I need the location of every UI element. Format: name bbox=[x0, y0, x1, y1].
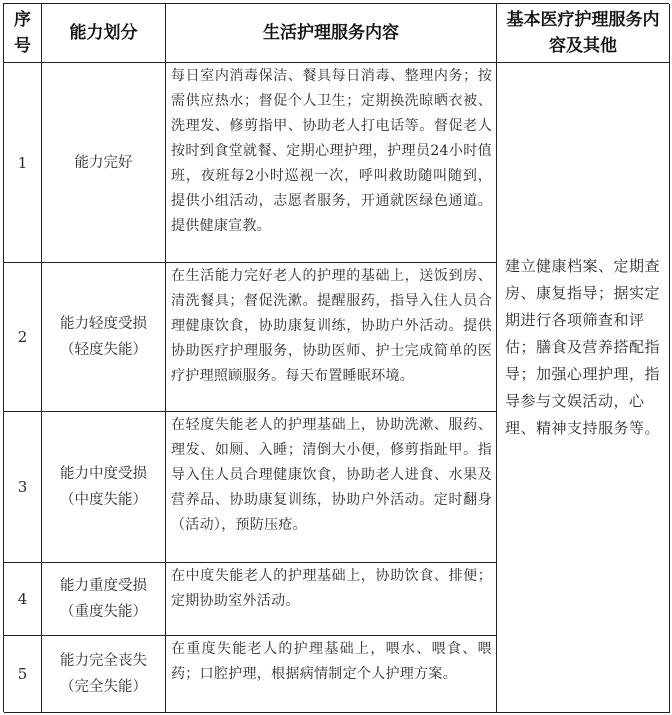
row-category: 能力重度受损 （重度失能） bbox=[42, 563, 166, 636]
row-services: 在中度失能老人的护理基础上，协助饮食、排便；定期协助室外活动。 bbox=[166, 563, 497, 636]
row-seq: 4 bbox=[4, 563, 42, 636]
medical-services-cell: 建立健康档案、定期查房、康复指导；据实定期进行各项筛查和评估；膳食及营养搭配指导；加强心理护理，指导参与文娱活动，心理、精神支持服务等。 bbox=[497, 63, 670, 713]
row-services: 在轻度失能老人的护理基础上，协助洗漱、服药、理发、如厕、入睡；清倒大小便，修剪指趾甲。指导入住人员合理健康饮食，协助老人进食、水果及营养品、协助康复训练，协助户外活动。定时翻身（活动），预防压疮。 bbox=[166, 412, 497, 563]
header-medical: 基本医疗护理服务内容及其他 bbox=[497, 4, 670, 63]
row-services: 在生活能力完好老人的护理的基础上，送饭到房、清洗餐具；督促洗漱。提醒服药，指导入住人员合理健康饮食，协助康复训练，协助户外活动。提供协助医疗护理服务，协助医师、护士完成简单的医疗护理照顾服务。每天布置睡眠环境。 bbox=[166, 263, 497, 412]
header-category: 能力划分 bbox=[42, 4, 166, 63]
row-category: 能力完全丧失 （完全失能） bbox=[42, 636, 166, 713]
row-seq: 2 bbox=[4, 263, 42, 412]
row-services: 在重度失能老人的护理基础上，喂水、喂食、喂药；口腔护理，根据病情制定个人护理方案。 bbox=[166, 636, 497, 713]
row-category: 能力轻度受损 （轻度失能） bbox=[42, 263, 166, 412]
row-seq: 3 bbox=[4, 412, 42, 563]
row-services: 每日室内消毒保洁、餐具每日消毒、整理内务；按需供应热水；督促个人卫生；定期换洗晾晒衣被、洗理发、修剪指甲、协助老人打电话等。督促老人按时到食堂就餐、定期心理护理，护理员24小时值班，夜班每2小时巡视一次，呼叫救助随叫随到，提供小组活动，志愿者服务，开通就医绿色通道。提供健康宣教。 bbox=[166, 63, 497, 263]
row-seq: 5 bbox=[4, 636, 42, 713]
header-services: 生活护理服务内容 bbox=[166, 4, 497, 63]
row-seq: 1 bbox=[4, 63, 42, 263]
care-service-table bbox=[3, 3, 669, 712]
row-category: 能力完好 bbox=[42, 63, 166, 263]
header-seq: 序号 bbox=[4, 4, 42, 63]
row-category: 能力中度受损 （中度失能） bbox=[42, 412, 166, 563]
